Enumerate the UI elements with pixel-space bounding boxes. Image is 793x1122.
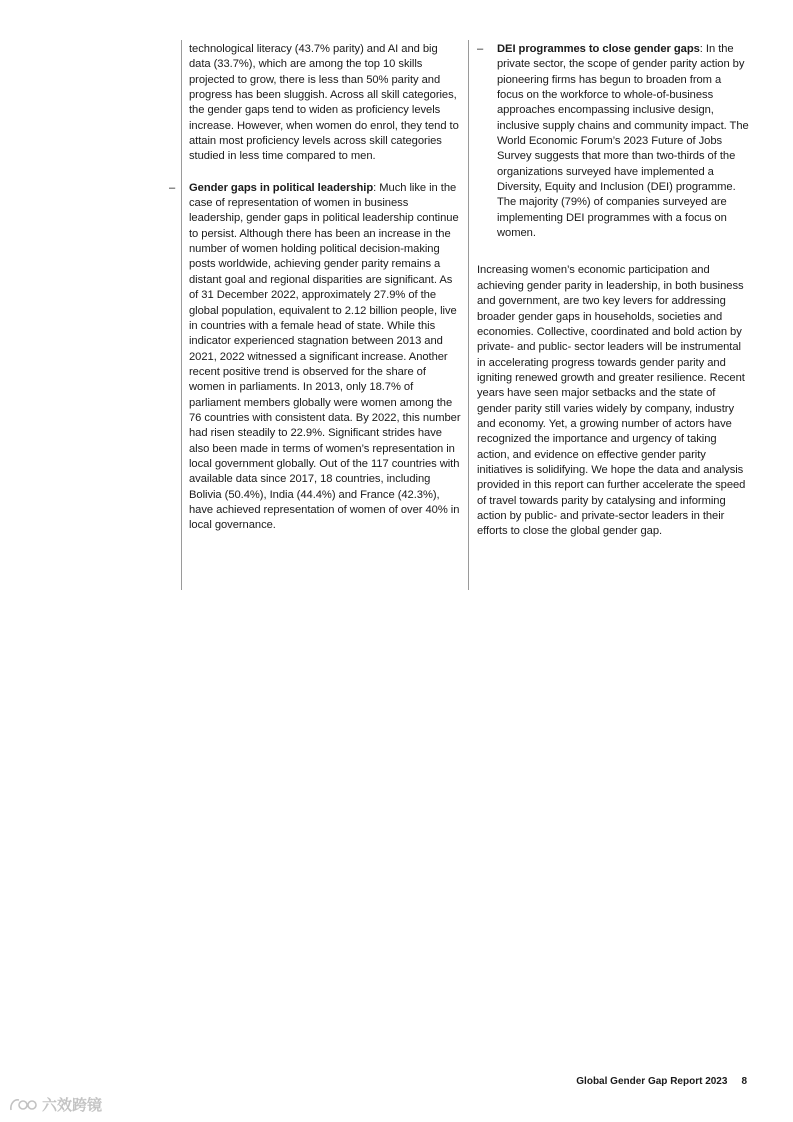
bullet-heading: DEI programmes to close gender gaps — [497, 43, 700, 55]
continuation-paragraph: technological literacy (43.7% parity) and AI and big data (33.7%), which are among the top 10 skills projected to grow, there is less than 50% parity and progress has been sluggish. Across all skill categories, the gender gaps tend to widen as proficiency levels increase. However, when women do enrol, they tend to attain most proficiency levels across skill categories studied in less time compared to men. — [189, 43, 459, 163]
bullet-dash: – — [477, 43, 484, 55]
report-title: Global Gender Gap Report 2023 — [576, 1076, 728, 1087]
bullet-body: : In the private sector, the scope of gender parity action by pioneering firms has begun to broaden from a focus on the workforce to whole-of-business approaches encompassing inclusive design, inclusive supply chains and community impact. The World Economic Forum’s 2023 Future of Jobs Survey suggests that more than two-thirds of the organizations surveyed have implemented a Diversity, Equity and Inclusion (DEI) programme. The majority (79%) of companies surveyed are implementing DEI programmes with a focus on women. — [497, 43, 749, 240]
right-column — [477, 42, 749, 540]
watermark-text: 六效跨镜 — [42, 1096, 103, 1114]
page-number: 8 — [741, 1076, 747, 1087]
bullet-political-leadership — [169, 181, 461, 534]
middle-column-rule — [468, 40, 469, 590]
bullet-dei-programmes — [477, 42, 749, 241]
bullet-body: : Much like in the case of representation of women in business leadership, gender gaps in political leadership continue to persist. Although there has been an increase in the number of women holding political decision-making posts worldwide, achieving gender parity remains a distant goal and regional disparities are significant. As of 31 December 2022, approximately 27.9% of the global population, equivalent to 2.12 billion people, live in countries with a female head of state. While this indicator experienced stagnation between 2013 and 2021, 2022 witnessed a significant increase. Another recent positive trend is observed for the share of women in parliaments. In 2013, only 18.7% of parliament members globally were women among the 76 countries with consistent data. By 2022, this number had risen steadily to 22.9%. Significant strides have also been made in terms of women’s representation in local government globally. Out of the 117 countries with available data since 2017, 18 countries, including Bolivia (50.4%), India (44.4%) and France (42.3%), have achieved representation of women of over 40% in local governance. — [189, 181, 461, 532]
conclusion-paragraph: Increasing women’s economic participation and achieving gender parity in leadership, in both business and government, are two key levers for addressing broader gender gaps in households, societies and economies. Collective, coordinated and bold action by private- and public- sector leaders will be instrumental in accelerating progress towards gender parity and igniting renewed growth and greater resilience. Recent years have seen major setbacks and the state of gender parity still varies widely by company, industry and economy. Yet, a growing number of actors have recognized the importance and urgency of taking action, and evidence on effective gender parity initiatives is solidifying. We hope the data and analysis provided in this report can further accelerate the speed of travel towards parity by catalysing and informing action by public- and private-sector leaders in their efforts to close the global gender gap. — [477, 264, 746, 538]
watermark — [8, 1094, 102, 1115]
page-footer — [576, 1076, 747, 1087]
left-column — [169, 42, 461, 534]
bullet-heading: Gender gaps in political leadership — [189, 181, 374, 194]
bullet-dash: – — [169, 181, 176, 194]
watermark-logo-icon — [8, 1096, 38, 1114]
